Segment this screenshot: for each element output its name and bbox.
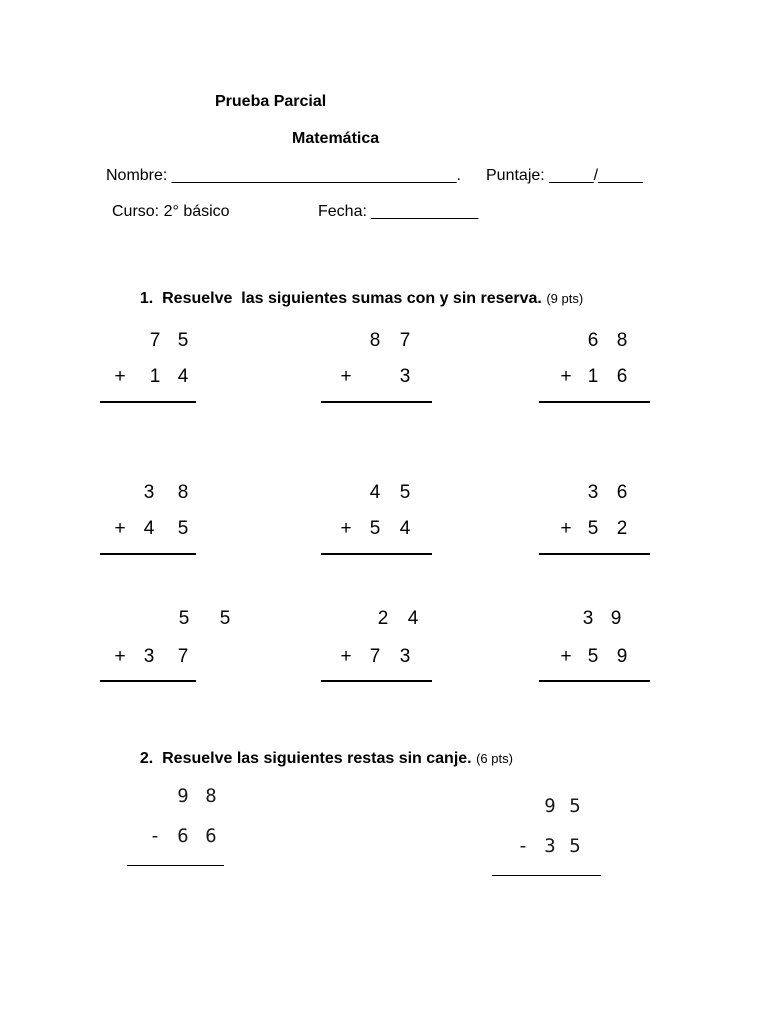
answer-line	[100, 553, 196, 555]
top-digit: 5	[178, 608, 190, 629]
section2-instruction: Resuelve las siguientes restas sin canje.	[162, 750, 472, 767]
operator-sign: +	[114, 646, 126, 667]
bottom-digit: 4	[143, 518, 155, 539]
bottom-digit: 4	[177, 366, 189, 387]
top-digit: 5	[219, 608, 231, 629]
answer-line	[539, 680, 650, 682]
bottom-digit: 2	[616, 518, 628, 539]
top-digit: 8	[205, 785, 217, 807]
section2-points: (6 pts)	[476, 751, 513, 766]
top-digit: 3	[143, 482, 155, 503]
top-digit: 6	[616, 482, 628, 503]
answer-line	[321, 401, 432, 403]
operator-sign: +	[560, 518, 572, 539]
bottom-digit: 3	[143, 646, 155, 667]
top-digit: 9	[610, 608, 622, 629]
date-field-label: Fecha: ____________	[318, 203, 479, 220]
bottom-digit: 4	[399, 518, 411, 539]
section1-number: 1.	[139, 290, 154, 307]
section1-points: (9 pts)	[546, 291, 584, 306]
top-digit: 4	[407, 608, 419, 629]
top-digit: 9	[177, 785, 189, 807]
answer-line	[321, 553, 432, 555]
bottom-digit: 1	[587, 366, 599, 387]
top-digit: 9	[544, 795, 556, 817]
answer-line	[100, 680, 196, 682]
top-digit: 7	[399, 330, 411, 351]
top-digit: 8	[616, 330, 628, 351]
top-digit: 5	[399, 482, 411, 503]
bottom-digit: 6	[205, 825, 217, 847]
top-digit: 8	[369, 330, 381, 351]
top-digit: 3	[582, 608, 594, 629]
bottom-digit: 5	[587, 518, 599, 539]
top-digit: 7	[149, 330, 161, 351]
answer-line	[100, 401, 196, 403]
bottom-digit: 1	[149, 366, 161, 387]
operator-sign: -	[149, 825, 161, 847]
top-digit: 6	[587, 330, 599, 351]
top-digit: 5	[569, 795, 581, 817]
bottom-digit: 7	[369, 646, 381, 667]
top-digit: 2	[377, 608, 389, 629]
operator-sign: +	[114, 518, 126, 539]
bottom-digit: 3	[399, 646, 411, 667]
answer-line	[321, 680, 432, 682]
top-digit: 8	[177, 482, 189, 503]
score-field-label: Puntaje: _____/_____	[486, 167, 643, 184]
section1-instruction: Resuelve las siguientes sumas con y sin reserva.	[162, 290, 542, 307]
subject-title: Matemática	[292, 130, 380, 147]
section1-heading	[131, 272, 583, 308]
page-title: Prueba Parcial	[215, 93, 327, 110]
operator-sign: +	[340, 518, 352, 539]
bottom-digit: 7	[177, 646, 189, 667]
course-label: Curso: 2° básico	[112, 203, 230, 220]
bottom-digit: 5	[369, 518, 381, 539]
operator-sign: +	[560, 366, 572, 387]
bottom-digit: 5	[587, 646, 599, 667]
bottom-digit: 6	[177, 825, 189, 847]
section2-heading	[131, 732, 513, 768]
top-digit: 5	[177, 330, 189, 351]
top-digit: 3	[587, 482, 599, 503]
bottom-digit: 6	[616, 366, 628, 387]
bottom-digit: 5	[569, 835, 581, 857]
name-field-label: Nombre: ________________________________.	[106, 167, 461, 184]
operator-sign: -	[517, 835, 529, 857]
bottom-digit: 3	[399, 366, 411, 387]
answer-line	[539, 401, 650, 403]
top-digit: 4	[369, 482, 381, 503]
operator-sign: +	[340, 646, 352, 667]
answer-line	[539, 553, 650, 555]
bottom-digit: 5	[177, 518, 189, 539]
bottom-digit: 3	[544, 835, 556, 857]
operator-sign: +	[560, 646, 572, 667]
operator-sign: +	[340, 366, 352, 387]
answer-line	[127, 865, 224, 866]
section2-number: 2.	[139, 750, 154, 767]
bottom-digit: 9	[616, 646, 628, 667]
operator-sign: +	[114, 366, 126, 387]
answer-line	[492, 875, 601, 876]
